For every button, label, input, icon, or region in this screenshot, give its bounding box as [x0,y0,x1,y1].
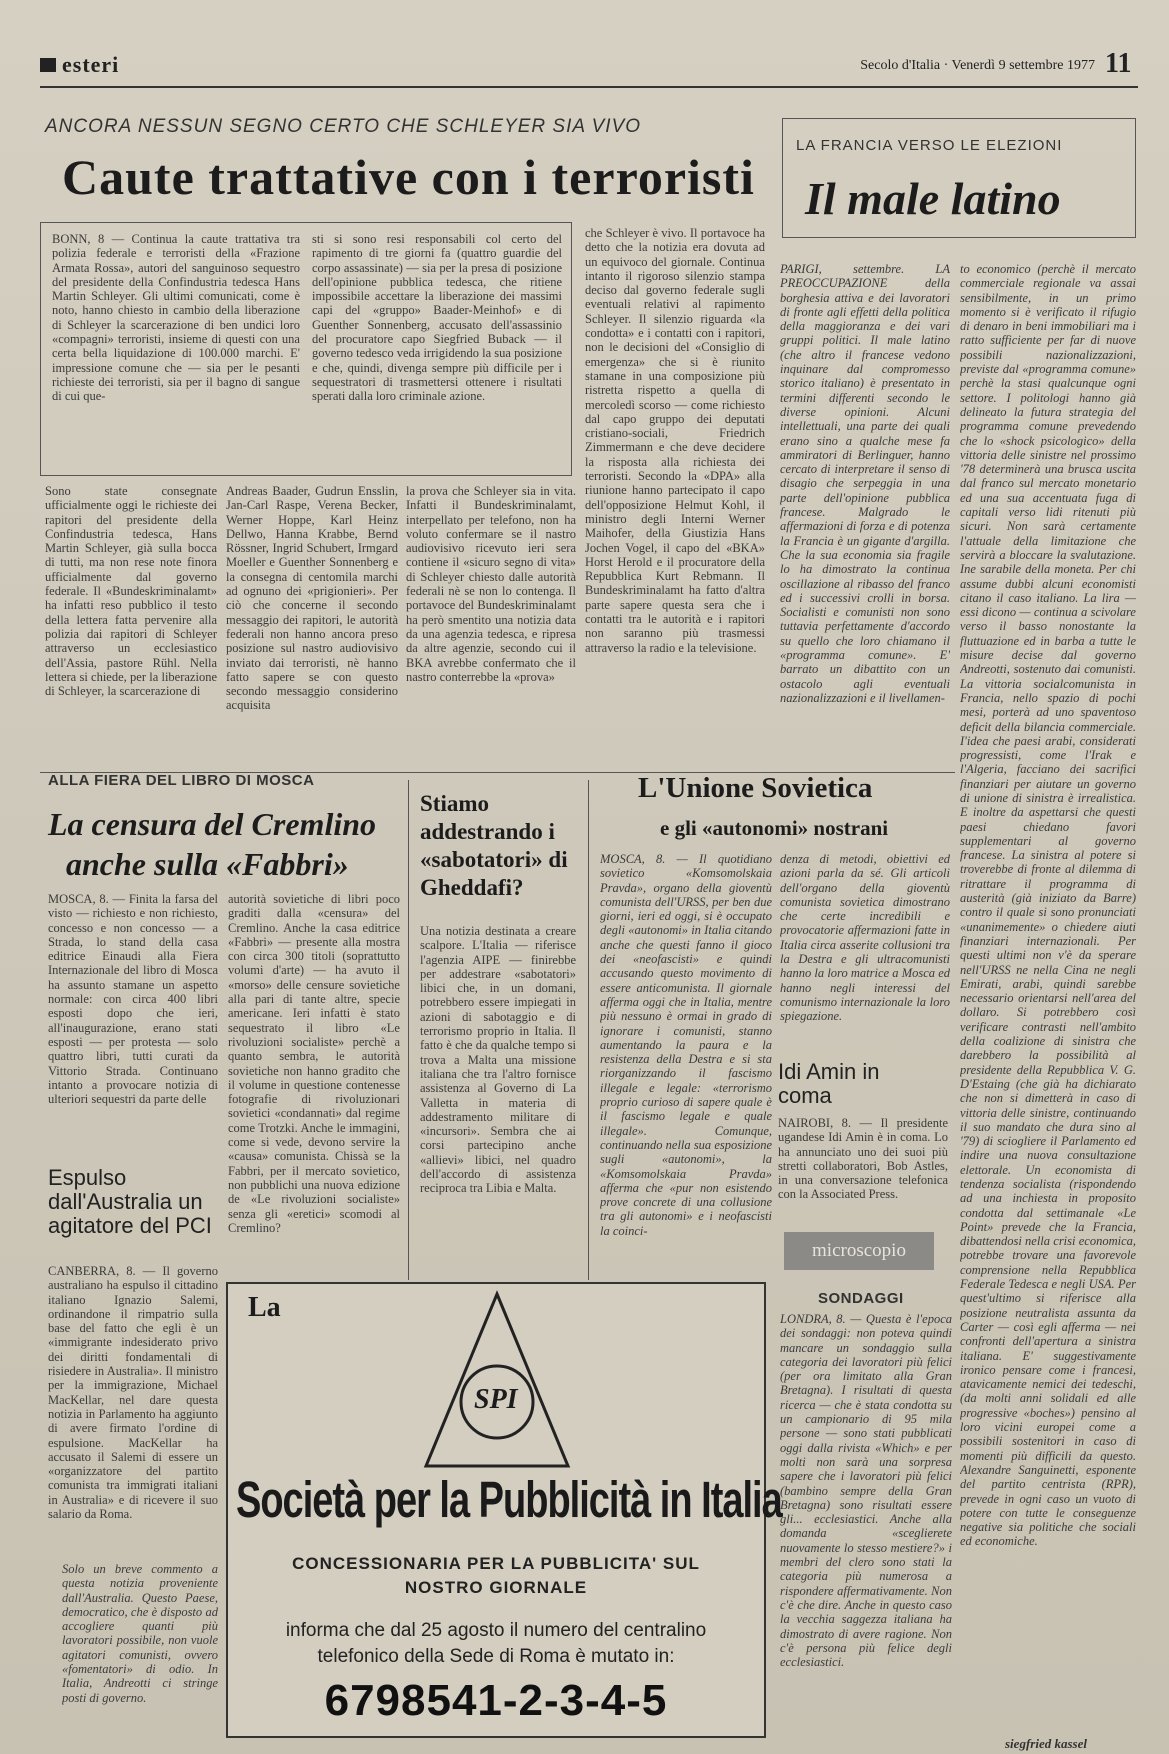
schleyer-kicker: ANCORA NESSUN SEGNO CERTO CHE SCHLEYER SIA VIVO [45,116,642,137]
advert-info-2: telefonico della Sede di Roma è mutato in: [317,1646,675,1667]
fiera-headline-2: anche sulla «Fabbri» [66,846,349,882]
advert-concessionaria-1: CONCESSIONARIA PER LA PUBBLICITA' SUL [292,1554,700,1573]
spi-logo-text: SPI [474,1384,518,1415]
schleyer-lower-col2: Andreas Baader, Gudrun Ensslin, Jan-Carl Raspe, Verena Becker, Werner Hoppe, Karl Heinz Dellwo, Hanna Krabbe, Bernd Rössner, Ingrid Schubert, Irmgard Moeller e Guenther Sonnenberg e la consegna di centomila marchi ad ognuno dei «prigionieri». Per ciò che concerne il secondo messaggio dei rapitori, le autorità federali non hanno ancora preso posizione sul nastro audiovisivo inviato dai terroristi, nè hanno fatto sapere se con questo secondo messaggio considerino acquisita [226,484,398,713]
urss-rule [588,780,589,1280]
microscopio-label: microscopio [784,1232,934,1270]
advert-phone: 6798541-2-3-4-5 [324,1676,668,1725]
fiera-col1: MOSCA, 8. — Finita la farsa del visto — richiesto e non richiesto, concesso e non concesso — a Strada, lo stand della casa editrice Einaudi alla Fiera Internazionale del libro di Mosca ha assunto stamane un aspetto normale: con circa 400 libri esposti dopo che ieri, all'inaugurazione, erano stati esposti — per protesta — solo quattro libri, tutti curati da Vittorio Strada. Continuano intanto a provocare notizia di ulteriori sequestri da parte delle [48,892,218,1107]
schleyer-col2: sti si sono resi responsabili col certo del rapimento di tre giorni fa (quattro guardie del corpo assassinate) — sia per la presa di posizione dell'opinione pubblica tedesca, che ritiene impossibile accettare la liberazione dei massimi capi del «gruppo» Baader-Meinhof» e di Guenther Sonnenberg, accusato dell'assassinio del procuratore capo Siegfried Buback — il governo tedesco veda irrigidendo la sua posizione e che, quindi, divenga sempre più difficile per i sequestratori di trasmettersi ottenere i risultati sperati dalla loro criminale azione. [312,232,562,404]
fiera-col2: autorità sovietiche di libri poco graditi dalla «censura» del Cremlino. Anche la casa editrice «Fabbri» — presente alla mostra con circa 300 titoli (soprattutto volumi d'arte) — ha avuto il «morso» delle censure sovietiche alla pari di tante altre, specie americane. Ieri infatti è stato sequestrato il libro «Le rivoluzioni socialiste» perchè a quanto sembra, le autorità sovietiche non hanno gradito che il volume in questione contenesse fotografie di rivoluzionari sovietici «condannati» dal regime come Trotzki. Anche le immagini, come si vede, devono servire la «causa» comunista. Chissà se la Fabbri, per il mercato sovietico, non pubblichi una nuova edizione de «Le rivoluzioni socialiste» senza gli «eretici» scomodi al Cremlino? [228,892,400,1235]
masthead-date: Secolo d'Italia · Venerdì 9 settembre 1977 [860,58,1095,73]
francia-col1: PARIGI, settembre. LA PREOCCUPAZIONE della borghesia attiva e dei lavoratori di fronte agli effetti della politica della maggioranza e dei vari gruppi politici. Il male latino (che altro il francese vedono inquinare dal compromesso storico italiano) è presentato in termini differenti secondo le diverse opinioni. Alcuni intellettuali, una parte dei quali erano sino a qualche mese fa ammiratori di Berlinguer, hanno cercato di interpretare il senso di disagio che serpeggia in una parte dell'opinione pubblica francese. Malgrado le affermazioni di forza e di potenza la Francia è un gigante d'argilla. Che la sua economia sia fragile lo ha dimostrato la continua oscillazione al ribasso del franco ed i successivi crolli in borsa. Socialisti e comunisti non sono tuttavia perfettamente d'accordo su quello che loro chiamano il «programma comune». E' barrato un dibattito con un ostacolo agli eventuali nazionalizzazioni e il livellamen- [780,262,950,705]
francia-headline: Il male latino [805,173,1061,224]
schleyer-lower-col3: la prova che Schleyer sia in vita. Infatti il Bundeskriminalamt, interpellato per telefono, non ha voluto confermare se il nastro audiovisivo ricevuto ieri sera contiene il «sicuro segno di vita» di Schleyer chiesto dalle autorità federali nè se non lo contenga. Il portavoce del Bundeskriminalamt ha però smentito una notizia data da una agenzia tedesca, e ripresa da altre agenzie, secondo cui il BKA avrebbe confermato che il nastro conterrebbe la «prova» [406,484,576,684]
schleyer-lower-col1: Sono state consegnate ufficialmente oggi le richieste dei rapitori del presidente della Confindustria tedesca, Hans Martin Schleyer, già sulla bocca di tutti, ma non rese note finora ufficialmente dal governo federale. Il «Bundeskriminalamt» ha infatti reso pubblico il testo della lettera fatta pervenire alla polizia dai rapitori di Schleyer attraverso un ecclesiastico dell'Assia, pastore Rühl. Nella lettera si chiede, per la liberazione di Schleyer, la scarcerazione di [45,484,217,699]
advert-company: Società per la Pubblicità in Italia [236,1472,782,1530]
amin-headline: Idi Amin in coma [778,1059,880,1108]
fiera-headline-1: La censura del Cremlino [48,806,377,842]
schleyer-col3: che Schleyer è vivo. Il portavoce ha detto che la notizia era dovuta ad un equivoco del giornale. Continua intanto il rigoroso silenzio stampa deciso dal governo federale sugli eventuali relativi al rapimento Schleyer. Il silenzio riguarda «la condotta» e i contatti con i rapitori, non le decisioni del «Consiglio di emergenza» che si è riunito stamane in una composizione più ristretta rispetto a quella di mercoledì scorso — come richiesto dal capo gruppo dei deputati cristiano-sociali, Friedrich Zimmermann e che deve decidere la risposta alla richiesta dei terroristi. Secondo la «DPA» alla riunione hanno partecipato il capo dell'opposizione Helmut Kohl, il ministro degli Interni Werner Maihofer, della Giustizia Hans Jochen Vogel, il capo del «BKA» Horst Herold e il procuratore della Repubblica Kurt Rebmann. Il Bundeskriminalamt ha fatto d'altra parte sapere questa sera che i contatti tra le autorità e i rapitori non saranno più trasmessi attraverso la radio e la televisione. [585,226,765,655]
urss-headline-1: L'Unione Sovietica [638,772,873,804]
australia-comment: Solo un breve commento a questa notizia proveniente dall'Australia. Questo Paese, democratico, che è disposto ad accogliere quanti più lavoratori possibile, non vuole agitatori comunisti, ovvero «fomentatori» di odio. In Italia, Andreotti ci stringe posti di governo. [62,1562,218,1705]
gheddafi-rule [408,780,409,1280]
schleyer-headline: Caute trattative con i terroristi [62,149,755,205]
sondaggi-title: SONDAGGI [818,1290,904,1307]
schleyer-col1: BONN, 8 — Continua la caute trattativa tra polizia federale e terroristi della «Frazione Armata Rossa», autori del sanguinoso sequestro del presidente della Confindustria tedesca Hans Martin Schleyer. Gli ultimi comunicati, come è noto, hanno chiesto in cambio della liberazione di Schleyer la scarcerazione di ben undici loro «compagni» terroristi, insieme di questi con una certa bella liquidazione di 100.000 marchi. E' impressione comune che — sia per le pesanti richieste dei terroristi, sia per il bagno di sangue di cui que- [52,232,300,404]
amin-body: NAIROBI, 8. — Il presidente ugandese Idi Amin è in coma. Lo ha annunciato uno dei suoi più stretti collaboratori, Bob Astles, in una conversazione telefonica con la Associated Press. [778,1116,948,1202]
gheddafi-body: Una notizia destinata a creare scalpore. L'Italia — riferisce l'agenzia AIPE — finirebbe per addestrare «sabotatori» libici che, in un domani, potrebbero essere impiegati in azioni di sabotaggio e di terrorismo proprio in Italia. Il fatto è che da qualche tempo si trova a Malta una missione italiana che tra l'altro fornisce assistenza al Governo di La Valletta in materia di addestramento militare di «incursori». Sembra che ai corsi partecipino anche «allievi» libici, nel quadro dell'accordo di assistenza reciproca tra Libia e Malta. [420,924,576,1196]
advert-info-1: informa che dal 25 agosto il numero del centralino [285,1620,707,1641]
fiera-kicker: ALLA FIERA DEL LIBRO DI MOSCA [48,772,315,789]
section-icon [40,58,56,72]
header-rule [40,86,1138,88]
advert-concessionaria-2: NOSTRO GIORNALE [404,1578,588,1597]
francia-signature: siegfried kassel [1005,1736,1087,1751]
advert-la: La [248,1292,281,1323]
section-title: esteri [62,52,120,77]
sondaggi-body: LONDRA, 8. — Questa è l'epoca dei sondaggi: non poteva quindi mancare un sondaggio sulla categoria dei lavoratori più felici (per ora limitato alla Gran Bretagna). I risultati di questa ricerca — che è stata condotta su un campionario di 95 mila persone — sono stati pubblicati oggi dalla rivista «Which» e per molti non sarà una sorpresa sapere che i lavoratori più felici (bambino sempre della Gran Bretagna) sono risultati essere gli... ecclesiastici. Anche alla domanda «sceglierete nuovamente lo stesso mestiere?» i membri del clero sono stati la categoria più numerosa a rispondere affermativamente. Non c'è che dire. Anche in questo caso la vecchia saggezza italiana ha dimostrato di avere ragione. Non c'è persona più felice degli ecclesiastici. [780,1312,952,1670]
francia-kicker: LA FRANCIA VERSO LE ELEZIONI [796,137,1063,154]
gheddafi-headline: Stiamo addestrando i «sabotatori» di Gheddafi? [420,791,568,900]
spi-logo [422,1290,572,1470]
urss-headline-2: e gli «autonomi» nostrani [660,816,889,840]
australia-headline: Espulso dall'Australia un agitatore del PCI [48,1165,212,1238]
spi-advert [226,1282,782,1738]
francia-col2: to economico (perchè il mercato commerciale regionale va assai sensibilmente, in un primo momento si è verificato il rifugio di denaro in beni immobiliari ma i ratto sufficiente per far di nuove possibili nazionalizzazioni, previste dal «programma comune» perchè la stasi qualcunque ogni settore. I politologi hanno già delineato la futura strategia del programma comune prevedendo che lo «shock psicologico» della vittoria delle sinistre nel prossimo '78 determinerà una brusca uscita dal franco sul mercato monetario ed una sua accentuata fuga di capitali verso lidi ritenuti più sicuri. Non sarà certamente l'attuale della limitazione che servirà a bloccare la svalutazione. Ine sarabile della moneta. Per chi assume dubbi alcuni economisti citano il caso italiano. La lira — essi dicono — continua a scivolare verso il basso nonostante la fluttuazione ed in barba a tutte le misure decise dal governo Andreotti, sostenuto dai comunisti. La vittoria socialcomunista in Francia, nello spazio di pochi mesi, porterà ad uno spaventoso deficit della bilancia commerciale. I'idea che paesi arabi, considerati progressisti, come l'Irak e l'Algeria, facciano dei sacrifici finanziari per aiutare un governo di unione di sinistra è irrealistica. E inoltre da aspettarsi che questi paesi chiedano favori supplementari al governo francese. La sinistra al potere si troverebbe di fronte al dilemma di ritrattare il programma di austerità (già iniziato da Barre) contro il quale si sono pronunciati «unanimemente» o chiedere aiuti finanziari internazionali. Per questi ultimi non v'è da sperare nell'URSS ne nella Cina ne negli Emirati, arabi, quindi sarebbe necessario orientarsi nell'area del dollaro. Si potrebbero così verificare contrasti nell'ambito della coalizione di sinistra che darebbero la possibilità al presidente della Repubblica V. G. D'Estaing (che già ha dichiarato che non si dimetterà in caso di vittoria delle sinistre, continuando il suo mandato che dura sino al '79) di sciogliere il Parlamento ed indire una nuova consultazione elettorale. Un economista di tendenza socialista (rispondendo ad una inchiesta in proposito condotta dal settimanale «Le Point» prevede che la Francia, dibattendosi nella crisi economica, potrebbe trovare una favorevole comprensione nella Repubblica Federale Tedesca e negli USA. Per quest'ultimo si riferisce alla posizione neutralista assunta da Carter — così egli afferma — nei confronti dell'apertura a sinistra italiana. E' suggestivamente ironico pensare come i francesi, atavicamente nemici dei tedeschi, (da molti anni solidali ed alle progressive «boches») pensino al loro vicini europei come a possibili sostenitori in caso di momenti più difficili da questo. Alexandre Sanguinetti, esponente del partito centrista (RPR), prevede in ogni caso un vuoto di potere con tutte le conseguenze negative sia politiche che sociali ed economiche. [960,262,1136,1549]
australia-body: CANBERRA, 8. — Il governo australiano ha espulso il cittadino italiano Ignazio Salemi, ordinandone il rimpatrio sulla base del fatto che egli è un «immigrante indesiderato privo dei diritti fondamentali di risiedere in Australia». Il ministro per la immigrazione, Michael MacKellar, nel dare questa notizia in Parlamento ha aggiunto di avere firmato l'ordine di espulsione. MacKellar ha accusato il Salemi di essere un «organizzatore del partito comunista tra immigrati italiani in Australia» e di ricevere il suo salario da Roma. [48,1264,218,1522]
urss-col2: denza di metodi, obiettivi ed azioni parla da sé. Gli articoli dell'organo della gioventù comunista sovietica dimostrano che certe incredibili e provocatorie affermazioni fatte in Italia circa asserite collusioni tra la Destra e gli ultracomunisti hanno la loro matrice a Mosca ed hanno negli interessi del comunismo internazionale la loro spiegazione. [780,852,950,1024]
urss-col1: MOSCA, 8. — Il quotidiano sovietico «Komsomolskaia Pravda», organo della gioventù comunista dell'URSS, per ben due giorni, ieri ed oggi, si è occupato degli «autonomi» in Italia citando anche che questi fanno il gioco dei «neofascisti» e quindi accusando questo movimento di essere anticomunista. Il giornale afferma oggi che in Italia, mentre più nessuno è ormai in grado di ignorare i comunisti, stanno aumentando la paura e la resistenza della Destra e si sta riorganizzando il fascismo illegale e legale: «terrorismo proprio curioso di sapere quale è il fascismo legale e quale illegale». Comunque, continuando nella sua esposizione sugli «autonomi», la «Komsomolskaia Pravda» afferma che «pur non esistendo prove concrete di una collusione tra gli autonomi» e i neofascisti la coinci- [600,852,772,1238]
page-number: 11 [1105,48,1132,79]
